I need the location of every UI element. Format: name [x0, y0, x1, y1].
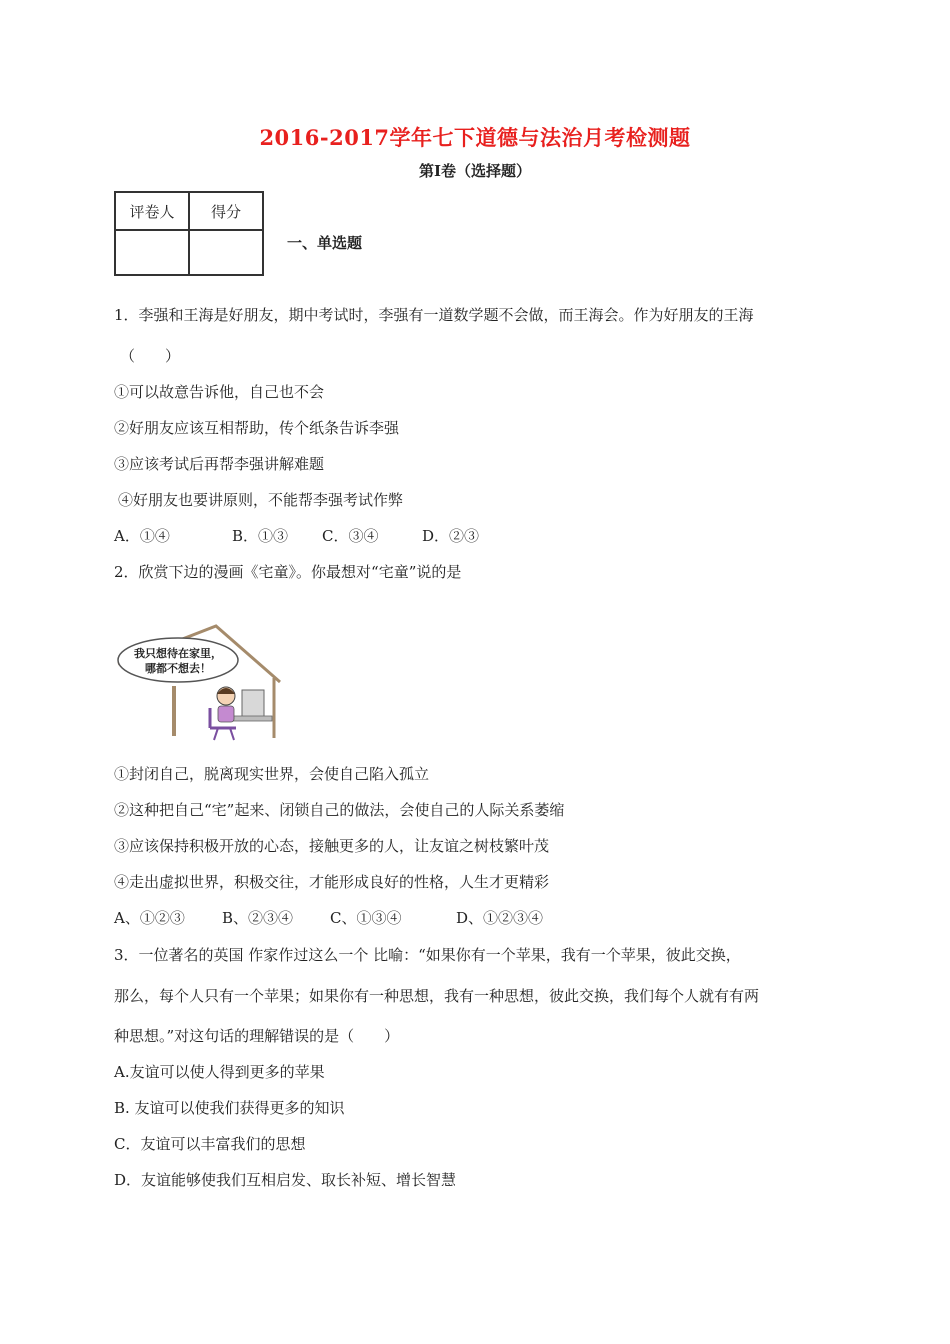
q1-option-d: D．②③ [422, 527, 480, 545]
grader-cell [115, 230, 189, 275]
q2-item-4: ④走出虚拟世界，积极交往，才能形成良好的性格，人生才更精彩 [114, 873, 550, 891]
q2-item-2: ②这种把自己“宅”起来、闭锁自己的做法，会使自己的人际关系萎缩 [114, 801, 565, 819]
grader-header: 评卷人 [115, 192, 189, 230]
q2-option-c: C、①③④ [330, 909, 402, 927]
q3-option-d: D．友谊能够使我们互相启发、取长补短、增长智慧 [114, 1171, 457, 1189]
q3-stem-line-3: 种思想。”对这句话的理解错误的是（ ） [114, 1027, 400, 1045]
q1-stem: 1．李强和王海是好朋友，期中考试时，李强有一道数学题不会做，而王海会。作为好朋友的王海 [114, 306, 754, 324]
q1-item-3: ③应该考试后再帮李强讲解难题 [114, 455, 325, 473]
score-cell [189, 230, 263, 275]
q2-item-3: ③应该保持积极开放的心态，接触更多的人，让友谊之树枝繁叶茂 [114, 837, 550, 855]
page-subtitle: 第Ⅰ卷（选择题） [418, 162, 532, 180]
q3-stem-line-1: 3．一位著名的英国 作家作过这么一个 比喻：“如果你有一个苹果，我有一个苹果，彼此交换， [114, 946, 741, 964]
section-heading: 一、单选题 [287, 234, 363, 252]
child-body [218, 706, 234, 722]
q3-stem-line-2: 那么，每个人只有一个苹果；如果你有一种思想，我有一种思想，彼此交换，我们每个人就有有两 [114, 987, 760, 1005]
chair-leg-1 [214, 728, 218, 740]
q1-blank: （ ） [120, 347, 181, 365]
q1-item-4: ④好朋友也要讲原则，不能帮李强考试作弊 [118, 491, 404, 509]
q1-item-2: ②好朋友应该互相帮助，传个纸条告诉李强 [114, 419, 400, 437]
score-header: 得分 [189, 192, 263, 230]
q1-option-a: A．①④ [114, 527, 170, 545]
chair-leg-2 [230, 728, 234, 740]
q2-stem: 2．欣赏下边的漫画《宅童》。你最想对“宅童”说的是 [114, 563, 462, 581]
q2-option-d: D、①②③④ [456, 909, 544, 927]
q1-options [114, 525, 479, 546]
speech-bubble [118, 638, 238, 682]
page-title: 2016-2017学年七下道德与法治月考检测题 [259, 125, 691, 150]
score-table [114, 191, 264, 276]
q1-option-b: B．①③ [232, 527, 289, 545]
speech-text-1: 我只想待在家里， [134, 647, 222, 660]
q2-options [114, 907, 543, 928]
desk [232, 716, 272, 721]
comic-illustration [114, 624, 286, 744]
q2-item-1: ①封闭自己，脱离现实世界，会使自己陷入孤立 [114, 765, 430, 783]
q2-option-b: B、②③④ [222, 909, 294, 927]
q1-item-1: ①可以故意告诉他，自己也不会 [114, 383, 325, 401]
computer-monitor [242, 690, 264, 718]
q3-option-a: A.友谊可以使人得到更多的苹果 [114, 1063, 325, 1081]
speech-text-2: 哪都不想去！ [145, 662, 211, 675]
q3-option-c: C．友谊可以丰富我们的思想 [114, 1135, 306, 1153]
q3-option-b: B. 友谊可以使我们获得更多的知识 [114, 1099, 345, 1117]
q1-option-c: C．③④ [322, 527, 379, 545]
q2-option-a: A、①②③ [114, 909, 185, 927]
